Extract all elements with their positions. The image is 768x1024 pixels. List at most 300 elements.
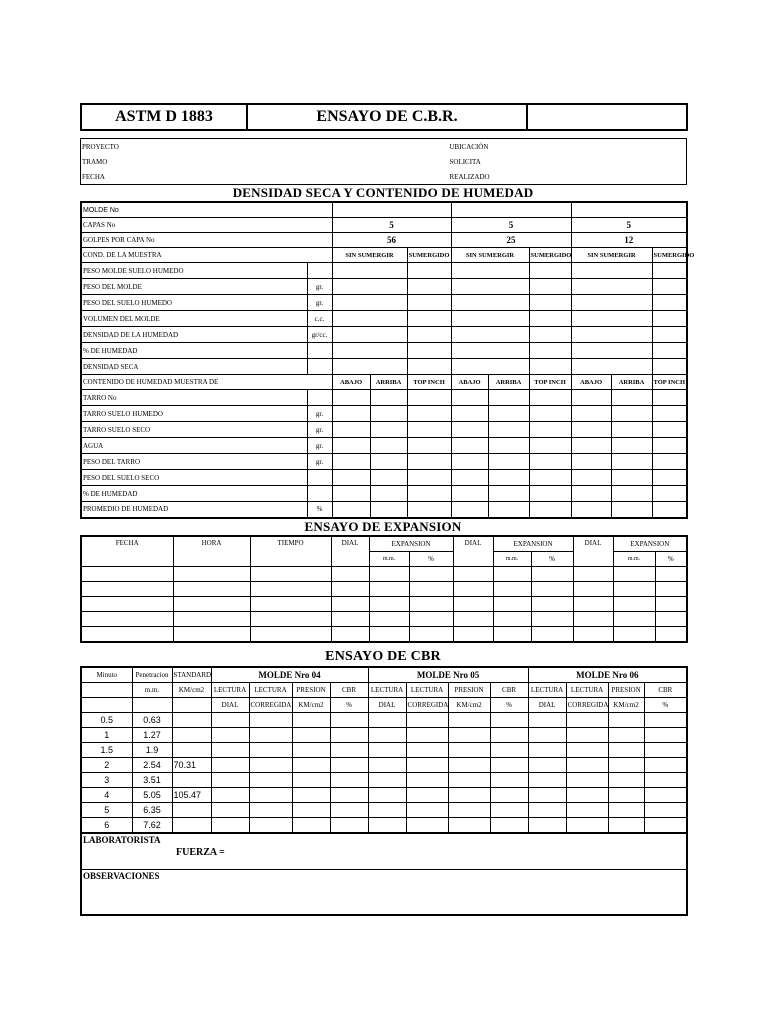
humidity-row-unit: gr. [307, 454, 332, 470]
humidity-input[interactable] [571, 502, 611, 518]
cbr-input[interactable] [566, 802, 608, 817]
cbr-input[interactable] [644, 742, 687, 757]
cbr-input[interactable] [292, 802, 330, 817]
cbr-input[interactable] [490, 772, 528, 787]
cbr-input[interactable] [368, 757, 406, 772]
density-input[interactable] [529, 359, 571, 375]
humidity-input[interactable] [571, 486, 611, 502]
density-input[interactable] [332, 263, 407, 279]
expansion-input[interactable] [409, 611, 453, 626]
cbr-input[interactable] [211, 757, 249, 772]
standard-value [172, 772, 211, 787]
humidity-input[interactable] [332, 470, 370, 486]
cbr-input[interactable] [292, 787, 330, 802]
cbr-input[interactable] [608, 727, 644, 742]
cbr-input[interactable] [292, 742, 330, 757]
cbr-input[interactable] [490, 742, 528, 757]
humidity-row-unit [307, 470, 332, 486]
cbr-input[interactable] [644, 802, 687, 817]
humidity-input[interactable] [611, 422, 652, 438]
expansion-input[interactable] [613, 596, 655, 611]
expansion-input[interactable] [81, 611, 173, 626]
cbr-input[interactable] [368, 712, 406, 727]
cbr-input[interactable] [368, 802, 406, 817]
cbr-input[interactable] [368, 772, 406, 787]
humidity-input[interactable] [611, 406, 652, 422]
expansion-input[interactable] [531, 581, 573, 596]
humidity-input[interactable] [370, 438, 407, 454]
expansion-input[interactable] [369, 581, 409, 596]
expansion-input[interactable] [613, 581, 655, 596]
humidity-input[interactable] [451, 390, 488, 406]
cbr-input[interactable] [566, 727, 608, 742]
expansion-input[interactable] [493, 596, 531, 611]
cbr-input[interactable] [644, 727, 687, 742]
density-input[interactable] [571, 343, 652, 359]
expansion-input[interactable] [250, 611, 331, 626]
humidity-row-label: TARRO No [81, 390, 307, 406]
humidity-input[interactable] [407, 406, 451, 422]
cbr-input[interactable] [608, 757, 644, 772]
cbr-input[interactable] [211, 787, 249, 802]
cbr-input[interactable] [249, 757, 292, 772]
density-input[interactable] [571, 327, 652, 343]
minuto-header: Minuto [81, 667, 132, 683]
expansion-input[interactable] [613, 626, 655, 642]
cbr-input[interactable] [490, 817, 528, 833]
cbr-input[interactable] [330, 772, 368, 787]
cbr-input[interactable] [249, 787, 292, 802]
humidity-input[interactable] [611, 438, 652, 454]
humidity-input[interactable] [571, 422, 611, 438]
expansion-input[interactable] [453, 566, 493, 581]
density-input[interactable] [407, 295, 451, 311]
sin-sumergir-header: SIN SUMERGIR [451, 248, 529, 263]
humidity-input[interactable] [451, 422, 488, 438]
cbr-input[interactable] [566, 757, 608, 772]
expansion-input[interactable] [331, 596, 369, 611]
humidity-input[interactable] [571, 438, 611, 454]
humidity-input[interactable] [652, 486, 687, 502]
cbr-input[interactable] [368, 787, 406, 802]
cbr-input[interactable] [528, 742, 566, 757]
expansion-input[interactable] [655, 626, 687, 642]
density-input[interactable] [652, 263, 687, 279]
humidity-input[interactable] [332, 422, 370, 438]
expansion-input[interactable] [613, 611, 655, 626]
humidity-input[interactable] [529, 470, 571, 486]
humidity-input[interactable] [611, 470, 652, 486]
density-input[interactable] [571, 359, 652, 375]
density-input[interactable] [407, 359, 451, 375]
cbr-input[interactable] [249, 712, 292, 727]
density-input[interactable] [332, 327, 407, 343]
cbr-input[interactable] [330, 787, 368, 802]
expansion-input[interactable] [613, 566, 655, 581]
corregida-header: CORREGIDA [249, 697, 292, 712]
density-input[interactable] [332, 359, 407, 375]
cbr-input[interactable] [566, 712, 608, 727]
cbr-input[interactable] [608, 772, 644, 787]
expansion-input[interactable] [250, 596, 331, 611]
cbr-input[interactable] [330, 757, 368, 772]
expansion-input[interactable] [409, 566, 453, 581]
cbr-input[interactable] [608, 742, 644, 757]
standard-value [172, 712, 211, 727]
cbr-input[interactable] [490, 727, 528, 742]
expansion-input[interactable] [81, 581, 173, 596]
expansion-input[interactable] [493, 611, 531, 626]
humidity-input[interactable] [652, 454, 687, 470]
expansion-input[interactable] [493, 566, 531, 581]
arriba-header: ARRIBA [370, 375, 407, 390]
humidity-input[interactable] [407, 502, 451, 518]
humidity-input[interactable] [611, 486, 652, 502]
cbr-input[interactable] [448, 802, 490, 817]
expansion-input[interactable] [369, 626, 409, 642]
cbr-input[interactable] [644, 787, 687, 802]
expansion-input[interactable] [173, 581, 250, 596]
expansion-input[interactable] [573, 566, 613, 581]
expansion-input[interactable] [531, 596, 573, 611]
expansion-input[interactable] [173, 626, 250, 642]
expansion-input[interactable] [573, 626, 613, 642]
expansion-input[interactable] [655, 566, 687, 581]
cbr-input[interactable] [406, 787, 448, 802]
density-input[interactable] [571, 311, 652, 327]
humidity-input[interactable] [652, 390, 687, 406]
cbr-input[interactable] [249, 817, 292, 833]
density-data-row [81, 359, 687, 375]
observaciones-field[interactable] [81, 882, 687, 915]
cbr-input[interactable] [406, 727, 448, 742]
humidity-input[interactable] [571, 454, 611, 470]
density-input[interactable] [571, 263, 652, 279]
density-input[interactable] [451, 295, 529, 311]
cbr-input[interactable] [448, 787, 490, 802]
density-input[interactable] [451, 311, 529, 327]
expansion-input[interactable] [173, 611, 250, 626]
humidity-input[interactable] [488, 486, 529, 502]
cbr-input[interactable] [211, 727, 249, 742]
humidity-input[interactable] [407, 470, 451, 486]
expansion-input[interactable] [531, 566, 573, 581]
density-input[interactable] [451, 343, 529, 359]
humidity-input[interactable] [488, 438, 529, 454]
humidity-input[interactable] [407, 422, 451, 438]
cbr-input[interactable] [330, 727, 368, 742]
humidity-input[interactable] [652, 502, 687, 518]
expansion-input[interactable] [369, 611, 409, 626]
humidity-input[interactable] [571, 406, 611, 422]
density-input[interactable] [529, 295, 571, 311]
cbr-input[interactable] [330, 742, 368, 757]
cbr-input[interactable] [406, 757, 448, 772]
density-input[interactable] [652, 343, 687, 359]
cbr-input[interactable] [249, 772, 292, 787]
expansion-input[interactable] [173, 566, 250, 581]
humidity-input[interactable] [652, 470, 687, 486]
humidity-input[interactable] [529, 454, 571, 470]
humidity-input[interactable] [370, 502, 407, 518]
cbr-input[interactable] [292, 712, 330, 727]
density-data-row [81, 343, 687, 359]
cbr-input[interactable] [292, 817, 330, 833]
humidity-input[interactable] [652, 438, 687, 454]
header-blank[interactable] [527, 104, 687, 130]
expansion-input[interactable] [453, 611, 493, 626]
expansion-input[interactable] [573, 581, 613, 596]
expansion-input[interactable] [250, 581, 331, 596]
expansion-input[interactable] [573, 611, 613, 626]
density-input[interactable] [332, 295, 407, 311]
cbr-input[interactable] [406, 802, 448, 817]
humidity-input[interactable] [332, 390, 370, 406]
humidity-input[interactable] [652, 422, 687, 438]
humidity-input[interactable] [332, 438, 370, 454]
density-input[interactable] [652, 327, 687, 343]
cbr-input[interactable] [368, 742, 406, 757]
cbr-input[interactable] [644, 817, 687, 833]
cbr-data-row [81, 787, 687, 802]
expansion-input[interactable] [493, 581, 531, 596]
expansion-input[interactable] [531, 626, 573, 642]
humidity-input[interactable] [407, 486, 451, 502]
humidity-input[interactable] [529, 390, 571, 406]
humidity-input[interactable] [529, 406, 571, 422]
humidity-input[interactable] [407, 390, 451, 406]
density-input[interactable] [407, 343, 451, 359]
tiempo-header: TIEMPO [250, 536, 331, 567]
density-input[interactable] [451, 263, 529, 279]
cbr-input[interactable] [211, 772, 249, 787]
cbr-input[interactable] [644, 757, 687, 772]
humidity-input[interactable] [529, 486, 571, 502]
expansion-input[interactable] [331, 626, 369, 642]
cbr-input[interactable] [368, 817, 406, 833]
expansion-data-row [81, 626, 687, 642]
density-input[interactable] [332, 279, 407, 295]
cbr-input[interactable] [448, 757, 490, 772]
cbr-input[interactable] [249, 727, 292, 742]
expansion-input[interactable] [409, 626, 453, 642]
humidity-input[interactable] [332, 486, 370, 502]
expansion-input[interactable] [173, 596, 250, 611]
dial-header: DIAL [573, 536, 613, 567]
cbr-input[interactable] [528, 802, 566, 817]
cbr-input[interactable] [608, 787, 644, 802]
cbr-data-row [81, 757, 687, 772]
cbr-input[interactable] [330, 712, 368, 727]
density-input[interactable] [407, 263, 451, 279]
expansion-input[interactable] [250, 566, 331, 581]
humidity-input[interactable] [488, 406, 529, 422]
humidity-input[interactable] [370, 422, 407, 438]
cbr-input[interactable] [211, 742, 249, 757]
cbr-input[interactable] [406, 772, 448, 787]
cbr-input[interactable] [566, 742, 608, 757]
density-input[interactable] [407, 311, 451, 327]
humidity-input[interactable] [332, 406, 370, 422]
density-row-unit: gr. [307, 279, 332, 295]
cbr-input[interactable] [566, 772, 608, 787]
cbr-input[interactable] [406, 712, 448, 727]
density-input[interactable] [529, 263, 571, 279]
cbr-input[interactable] [448, 817, 490, 833]
humidity-input[interactable] [571, 390, 611, 406]
humidity-input[interactable] [451, 486, 488, 502]
expansion-input[interactable] [453, 596, 493, 611]
cbr-input[interactable] [211, 817, 249, 833]
density-input[interactable] [571, 279, 652, 295]
expansion-input[interactable] [655, 596, 687, 611]
density-input[interactable] [332, 343, 407, 359]
humidity-input[interactable] [611, 390, 652, 406]
expansion-input[interactable] [369, 566, 409, 581]
humidity-input[interactable] [488, 390, 529, 406]
expansion-input[interactable] [81, 566, 173, 581]
density-input[interactable] [529, 343, 571, 359]
cbr-input[interactable] [490, 787, 528, 802]
expansion-input[interactable] [331, 611, 369, 626]
humidity-input[interactable] [370, 454, 407, 470]
density-input[interactable] [407, 279, 451, 295]
cbr-input[interactable] [448, 712, 490, 727]
cbr-input[interactable] [566, 817, 608, 833]
expansion-input[interactable] [409, 596, 453, 611]
cbr-input[interactable] [644, 712, 687, 727]
cbr-input[interactable] [490, 712, 528, 727]
humidity-input[interactable] [451, 438, 488, 454]
humidity-input[interactable] [488, 422, 529, 438]
cbr-input[interactable] [448, 772, 490, 787]
density-input[interactable] [652, 279, 687, 295]
humidity-input[interactable] [370, 390, 407, 406]
humidity-input[interactable] [488, 502, 529, 518]
expansion-input[interactable] [409, 581, 453, 596]
humidity-input[interactable] [529, 502, 571, 518]
blank-header [132, 697, 172, 712]
humidity-input[interactable] [451, 470, 488, 486]
cbr-input[interactable] [406, 742, 448, 757]
cbr-input[interactable] [292, 772, 330, 787]
humidity-data-row [81, 438, 687, 454]
density-input[interactable] [529, 311, 571, 327]
cbr-input[interactable] [608, 802, 644, 817]
cbr-input[interactable] [211, 712, 249, 727]
humidity-input[interactable] [611, 502, 652, 518]
humidity-input[interactable] [488, 454, 529, 470]
humidity-input[interactable] [652, 406, 687, 422]
cbr-input[interactable] [490, 802, 528, 817]
capas-value: 5 [332, 218, 451, 233]
humidity-input[interactable] [488, 470, 529, 486]
density-input[interactable] [652, 311, 687, 327]
humidity-input[interactable] [529, 438, 571, 454]
humidity-input[interactable] [370, 486, 407, 502]
presion-header: PRESION [448, 682, 490, 697]
expansion-input[interactable] [493, 626, 531, 642]
expansion-input[interactable] [655, 581, 687, 596]
abajo-header: ABAJO [332, 375, 370, 390]
cbr-input[interactable] [249, 742, 292, 757]
density-input[interactable] [451, 359, 529, 375]
cbr-input[interactable] [608, 712, 644, 727]
expansion-input[interactable] [250, 626, 331, 642]
humidity-input[interactable] [611, 454, 652, 470]
humidity-input[interactable] [332, 454, 370, 470]
expansion-input[interactable] [655, 611, 687, 626]
cbr-input[interactable] [368, 727, 406, 742]
density-input[interactable] [529, 279, 571, 295]
density-input[interactable] [529, 327, 571, 343]
cbr-input[interactable] [528, 787, 566, 802]
cbr-input[interactable] [330, 817, 368, 833]
cbr-input[interactable] [528, 772, 566, 787]
humidity-input[interactable] [529, 422, 571, 438]
density-input[interactable] [652, 295, 687, 311]
cbr-input[interactable] [448, 742, 490, 757]
expansion-input[interactable] [81, 596, 173, 611]
expansion-input[interactable] [81, 626, 173, 642]
density-input[interactable] [652, 359, 687, 375]
expansion-input[interactable] [369, 596, 409, 611]
cbr-input[interactable] [292, 757, 330, 772]
humidity-input[interactable] [451, 406, 488, 422]
cbr-input[interactable] [211, 802, 249, 817]
molde-value[interactable] [571, 202, 687, 218]
golpes-value: 25 [451, 233, 571, 248]
density-input[interactable] [451, 327, 529, 343]
pct-header: % [655, 551, 687, 566]
molde-value[interactable] [332, 202, 451, 218]
cbr-input[interactable] [330, 802, 368, 817]
humidity-input[interactable] [571, 470, 611, 486]
expansion-input[interactable] [531, 611, 573, 626]
cbr-input[interactable] [490, 757, 528, 772]
expansion-input[interactable] [331, 566, 369, 581]
humidity-input[interactable] [407, 438, 451, 454]
humidity-input[interactable] [370, 406, 407, 422]
humidity-input[interactable] [451, 454, 488, 470]
density-input[interactable] [407, 327, 451, 343]
cbr-input[interactable] [448, 727, 490, 742]
penetration-value: 2.54 [132, 757, 172, 772]
cbr-input[interactable] [528, 757, 566, 772]
cbr-input[interactable] [608, 817, 644, 833]
expansion-input[interactable] [453, 581, 493, 596]
humidity-input[interactable] [451, 502, 488, 518]
cbr-input[interactable] [249, 802, 292, 817]
humidity-input[interactable] [407, 454, 451, 470]
molde-value[interactable] [451, 202, 571, 218]
expansion-input[interactable] [453, 626, 493, 642]
cbr-input[interactable] [566, 787, 608, 802]
expansion-input[interactable] [331, 581, 369, 596]
cbr-input[interactable] [528, 712, 566, 727]
cbr-input[interactable] [644, 772, 687, 787]
cbr-input[interactable] [406, 817, 448, 833]
expansion-input[interactable] [573, 596, 613, 611]
cbr-input[interactable] [528, 727, 566, 742]
density-input[interactable] [332, 311, 407, 327]
cbr-input[interactable] [292, 727, 330, 742]
cbr-input[interactable] [528, 817, 566, 833]
density-input[interactable] [571, 295, 652, 311]
humidity-input[interactable] [370, 470, 407, 486]
humidity-input[interactable] [332, 502, 370, 518]
density-input[interactable] [451, 279, 529, 295]
